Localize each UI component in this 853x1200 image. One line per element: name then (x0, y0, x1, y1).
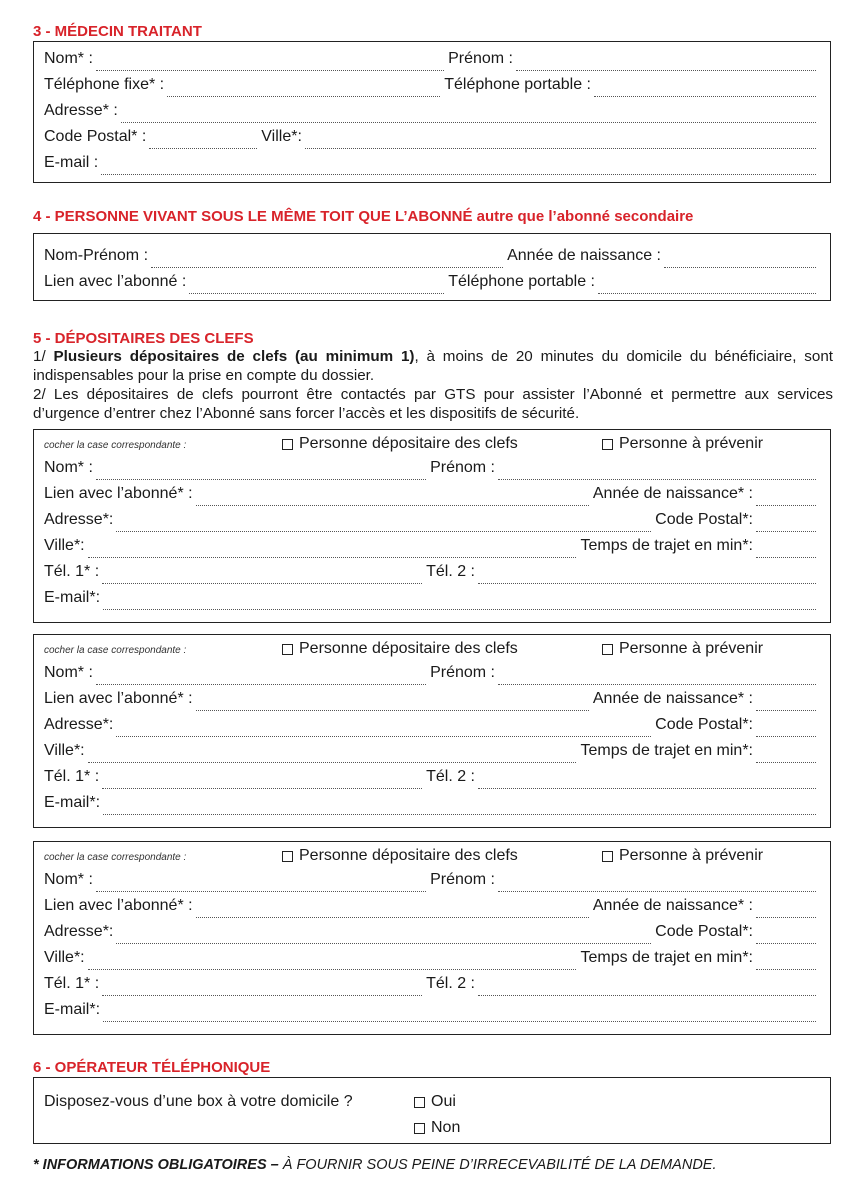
field-lien[interactable] (196, 505, 589, 506)
field-adresse[interactable] (116, 736, 651, 737)
label-email: E-mail : (44, 154, 99, 171)
checkbox-icon[interactable] (282, 439, 293, 450)
label-prenom: Prénom : (430, 871, 495, 888)
option-depositaire[interactable] (282, 640, 518, 658)
field-trajet[interactable] (756, 969, 816, 970)
field-tel-portable-4[interactable] (598, 293, 816, 294)
field-lien[interactable] (196, 710, 589, 711)
label-annee: Année de naissance* : (592, 690, 753, 707)
label-code-postal: Code Postal*: (655, 716, 753, 733)
checkbox-icon[interactable] (602, 439, 613, 450)
field-ville[interactable] (88, 762, 577, 763)
label-lien: Lien avec l’abonné* : (44, 485, 193, 502)
row-adresse (44, 511, 820, 537)
field-prenom[interactable] (498, 479, 816, 480)
checkbox-icon[interactable] (282, 851, 293, 862)
field-code-postal[interactable] (756, 736, 816, 737)
label-adresse: Adresse*: (44, 716, 114, 733)
field-ville[interactable] (88, 557, 577, 558)
option-prevenir-label: Personne à prévenir (619, 847, 764, 864)
label-trajet: Temps de trajet en min*: (580, 742, 753, 759)
section-6-title: 6 - OPÉRATEUR TÉLÉPHONIQUE (33, 1059, 271, 1076)
option-depositaire-label: Personne dépositaire des clefs (299, 435, 518, 452)
option-non-label: Non (431, 1119, 461, 1136)
label-prenom: Prénom : (448, 50, 513, 67)
field-annee[interactable] (756, 505, 816, 506)
field-trajet[interactable] (756, 557, 816, 558)
operateur-row-2 (44, 1119, 820, 1141)
medecin-row-cp-ville (44, 128, 820, 154)
option-prevenir[interactable] (602, 435, 763, 453)
label-tel-portable-4: Téléphone portable : (448, 273, 595, 290)
label-annee: Année de naissance* : (592, 485, 753, 502)
field-nom[interactable] (96, 70, 444, 71)
label-code-postal: Code Postal*: (655, 923, 753, 940)
option-prevenir-label: Personne à prévenir (619, 640, 764, 657)
option-non[interactable] (414, 1119, 460, 1137)
label-tel1: Tél. 1* : (44, 768, 100, 785)
medecin-row-tel (44, 76, 820, 102)
depositaire-box-2 (33, 634, 831, 828)
label-adresse: Adresse*: (44, 923, 114, 940)
field-tel-portable[interactable] (594, 96, 816, 97)
field-nom[interactable] (96, 684, 426, 685)
checkbox-icon[interactable] (282, 644, 293, 655)
field-prenom[interactable] (498, 891, 816, 892)
personne-row-1 (44, 247, 820, 273)
section-4-title (33, 208, 693, 225)
field-annee[interactable] (756, 710, 816, 711)
row-adresse (44, 923, 820, 949)
row-tel (44, 563, 820, 589)
checkbox-hint: cocher la case correspondante : (44, 440, 187, 451)
label-nom: Nom* : (44, 459, 93, 476)
field-adresse[interactable] (121, 122, 816, 123)
label-trajet: Temps de trajet en min*: (580, 949, 753, 966)
label-ville: Ville*: (261, 128, 302, 145)
section-3-title: 3 - MÉDECIN TRAITANT (33, 23, 202, 40)
option-prevenir-label: Personne à prévenir (619, 435, 764, 452)
label-email: E-mail*: (44, 589, 101, 606)
section-5-title: 5 - DÉPOSITAIRES DES CLEFS (33, 330, 254, 347)
label-email: E-mail*: (44, 794, 101, 811)
medecin-row-email (44, 154, 820, 180)
field-trajet[interactable] (756, 762, 816, 763)
label-tel2: Tél. 2 : (426, 563, 475, 580)
section-4-title-main: 4 - PERSONNE VIVANT SOUS LE MÊME TOIT QUE L’ABONNÉ (33, 208, 473, 225)
option-depositaire-label: Personne dépositaire des clefs (299, 847, 518, 864)
checkbox-icon[interactable] (414, 1123, 425, 1134)
field-ville[interactable] (305, 148, 816, 149)
mandatory-notice-bold: * INFORMATIONS OBLIGATOIRES – (33, 1157, 279, 1173)
row-ville (44, 949, 820, 975)
checkbox-icon[interactable] (602, 644, 613, 655)
label-nom-prenom: Nom-Prénom : (44, 247, 149, 264)
row-ville (44, 742, 820, 768)
option-oui-label: Oui (431, 1093, 456, 1110)
field-tel-fixe[interactable] (167, 96, 440, 97)
label-tel-fixe: Téléphone fixe* : (44, 76, 165, 93)
field-tel2[interactable] (478, 583, 816, 584)
label-nom: Nom* : (44, 50, 93, 67)
field-ville[interactable] (88, 969, 577, 970)
checkbox-hint: cocher la case correspondante : (44, 852, 187, 863)
field-lien[interactable] (189, 293, 444, 294)
field-email[interactable] (103, 609, 816, 610)
checkbox-row (44, 435, 820, 457)
label-ville: Ville*: (44, 949, 85, 966)
personne-row-2 (44, 273, 820, 299)
label-nom: Nom* : (44, 871, 93, 888)
option-depositaire[interactable] (282, 847, 518, 865)
row-nom (44, 664, 820, 690)
field-nom[interactable] (96, 891, 426, 892)
medecin-row-nom (44, 50, 820, 76)
label-ville: Ville*: (44, 537, 85, 554)
section-5-paragraph-1 (33, 347, 833, 385)
checkbox-row (44, 640, 820, 662)
label-annee: Année de naissance* : (592, 897, 753, 914)
label-nom: Nom* : (44, 664, 93, 681)
label-ville: Ville*: (44, 742, 85, 759)
option-depositaire-label: Personne dépositaire des clefs (299, 640, 518, 657)
checkbox-icon[interactable] (414, 1097, 425, 1108)
field-code-postal[interactable] (149, 148, 257, 149)
label-code-postal: Code Postal*: (655, 511, 753, 528)
field-email[interactable] (101, 174, 816, 175)
operateur-question: Disposez-vous d’une box à votre domicile ? (44, 1093, 353, 1110)
row-email (44, 1001, 820, 1027)
row-lien (44, 897, 820, 923)
field-annee[interactable] (756, 917, 816, 918)
label-lien: Lien avec l’abonné : (44, 273, 187, 290)
row-tel (44, 975, 820, 1001)
section-4-title-suffix: autre que l’abonné secondaire (476, 208, 694, 225)
field-annee[interactable] (664, 267, 816, 268)
row-lien (44, 690, 820, 716)
label-prenom: Prénom : (430, 459, 495, 476)
p1-rest: , à moins de 20 minutes du domicile du bénéficiaire, sont indispensables pour la prise en compte du dossier. (33, 348, 834, 384)
field-nom-prenom[interactable] (151, 267, 503, 268)
mandatory-notice (33, 1157, 717, 1173)
row-lien (44, 485, 820, 511)
label-tel2: Tél. 2 : (426, 975, 475, 992)
field-code-postal[interactable] (756, 943, 816, 944)
depositaire-box-1 (33, 429, 831, 623)
row-email (44, 589, 820, 615)
row-email (44, 794, 820, 820)
mandatory-notice-rest: À FOURNIR SOUS PEINE D’IRRECEVABILITÉ DE LA DEMANDE. (278, 1157, 717, 1173)
row-tel (44, 768, 820, 794)
option-prevenir[interactable] (602, 640, 763, 658)
field-adresse[interactable] (116, 943, 651, 944)
field-email[interactable] (103, 1021, 816, 1022)
field-tel2[interactable] (478, 788, 816, 789)
operateur-box (33, 1077, 831, 1144)
label-trajet: Temps de trajet en min*: (580, 537, 753, 554)
field-prenom[interactable] (498, 684, 816, 685)
field-code-postal[interactable] (756, 531, 816, 532)
field-tel1[interactable] (102, 788, 422, 789)
label-prenom: Prénom : (430, 664, 495, 681)
row-nom (44, 459, 820, 485)
medecin-box (33, 41, 831, 183)
section-5-paragraph-2: 2/ Les dépositaires de clefs pourront être contactés par GTS pour assister l’Abonné et permettre aux services d’urgence d’entrer chez l’Abonné sans forcer l’accès et les dispositifs de sécurité. (33, 386, 833, 422)
operateur-row-1 (44, 1093, 820, 1115)
label-lien: Lien avec l’abonné* : (44, 690, 193, 707)
label-tel2: Tél. 2 : (426, 768, 475, 785)
label-adresse: Adresse* : (44, 102, 118, 119)
row-nom (44, 871, 820, 897)
checkbox-row (44, 847, 820, 869)
p1-prefix: 1/ (33, 348, 54, 365)
checkbox-icon[interactable] (602, 851, 613, 862)
field-email[interactable] (103, 814, 816, 815)
row-ville (44, 537, 820, 563)
field-prenom[interactable] (516, 70, 816, 71)
field-tel1[interactable] (102, 583, 422, 584)
field-lien[interactable] (196, 917, 589, 918)
label-tel1: Tél. 1* : (44, 563, 100, 580)
medecin-row-adresse (44, 102, 820, 128)
field-adresse[interactable] (116, 531, 651, 532)
label-tel1: Tél. 1* : (44, 975, 100, 992)
option-prevenir[interactable] (602, 847, 763, 865)
label-adresse: Adresse*: (44, 511, 114, 528)
label-annee: Année de naissance : (507, 247, 661, 264)
label-email: E-mail*: (44, 1001, 101, 1018)
personne-box (33, 233, 831, 301)
row-adresse (44, 716, 820, 742)
p1-bold: Plusieurs dépositaires de clefs (au minimum 1) (53, 348, 415, 365)
field-nom[interactable] (96, 479, 426, 480)
label-tel-portable: Téléphone portable : (444, 76, 591, 93)
checkbox-hint: cocher la case correspondante : (44, 645, 187, 656)
field-tel2[interactable] (478, 995, 816, 996)
field-tel1[interactable] (102, 995, 422, 996)
option-oui[interactable] (414, 1093, 456, 1111)
option-depositaire[interactable] (282, 435, 518, 453)
depositaire-box-3 (33, 841, 831, 1035)
label-code-postal: Code Postal* : (44, 128, 147, 145)
label-lien: Lien avec l’abonné* : (44, 897, 193, 914)
